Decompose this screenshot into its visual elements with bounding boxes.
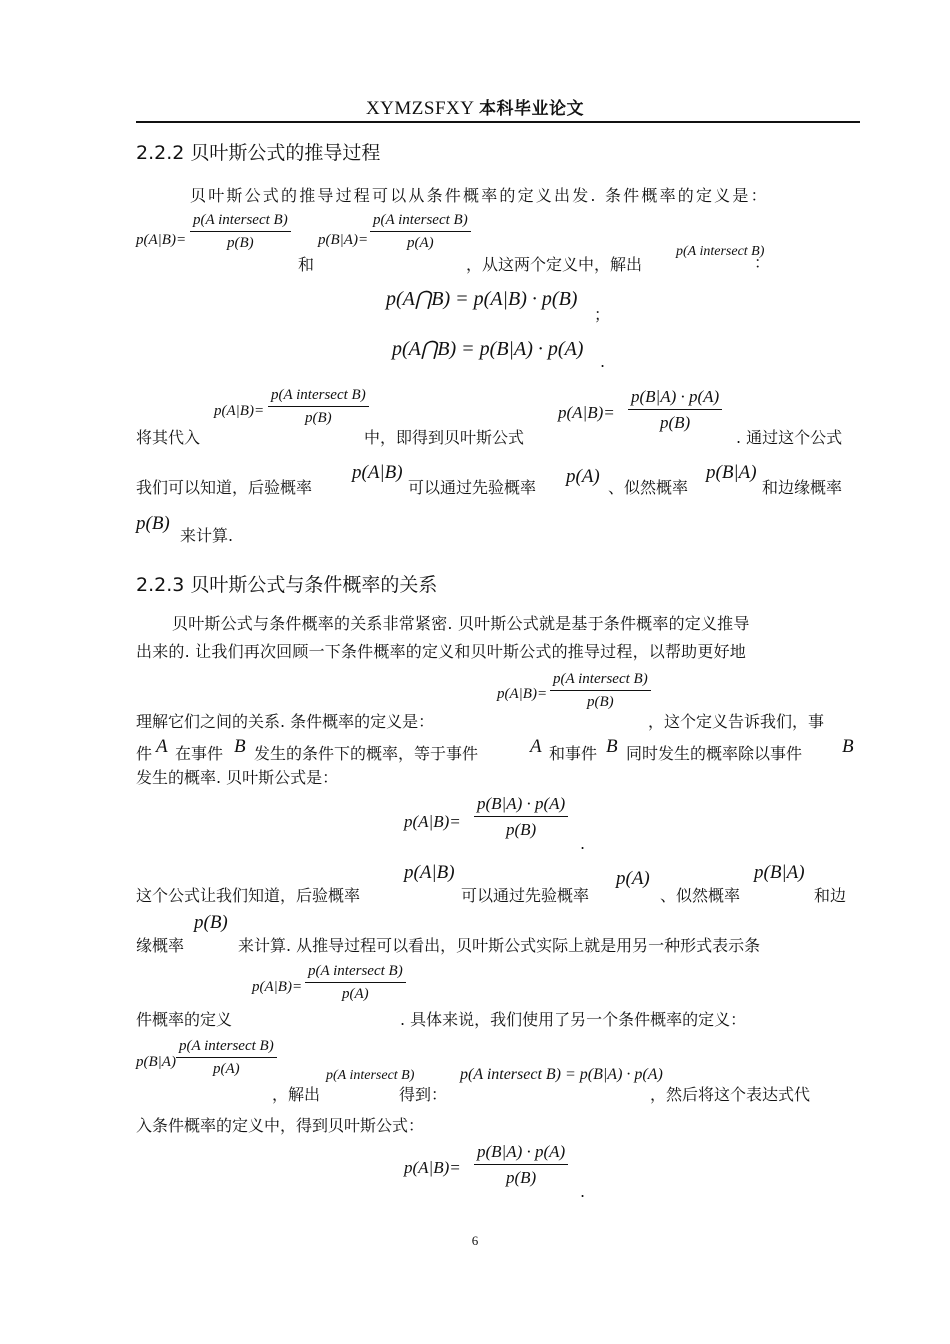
fraction-bar [176,1057,277,1058]
line7-a: 缘概率 [136,936,185,955]
line8-lhs: p(A|B)= [252,979,303,995]
cond-def-lhs: p(A|B)= [497,686,548,702]
prior-term-2: p(A) [616,868,650,889]
substitute-pre: 将其代入 [136,428,201,447]
def1-lhs: p(A|B)= [136,232,187,248]
event-b-2: B [606,736,618,757]
bayes-fraction [628,387,722,433]
def1-denominator: p(B) [227,235,254,251]
line9-b: 得到： [399,1085,448,1104]
line9-a: ，解出 [272,1085,321,1104]
equation-2-end: . [600,352,606,371]
line5: 发生的概率. 贝叶斯公式是： [136,768,339,787]
line3-end: 来计算. [180,526,234,545]
event-b: B [234,736,246,757]
section-title-223: 2.2.3 贝叶斯公式与条件概率的关系 [136,574,438,596]
line4-e: 同时发生的概率除以事件 [626,744,803,763]
def1-fraction [190,212,291,252]
substitute-numerator: p(A intersect B) [271,387,366,403]
bayes-display-numerator: p(B|A) · p(A) [477,794,566,813]
fraction-bar [370,231,471,232]
fraction-bar [550,690,651,691]
substitute-lhs: p(A|B)= [214,403,265,419]
prior-term: p(A) [566,466,600,487]
solve-text: ，从这两个定义中，解出 [466,255,643,274]
bayes-display-lhs: p(A|B)= [404,812,461,831]
def2-fraction [370,212,471,252]
line9-equation: p(A intersect B) = p(B|A) · p(A) [460,1066,663,1083]
fraction-bar [305,982,406,983]
line8-b: . 具体来说，我们使用了另一个条件概率的定义： [400,1010,747,1029]
line8-fraction [305,963,406,1003]
line10: 入条件概率的定义中，得到贝叶斯公式： [136,1116,425,1135]
line7-b: 来计算. 从推导过程可以看出，贝叶斯公式实际上就是用另一种形式表示条 [238,936,761,955]
line2-text-d: 和边缘概率 [762,478,843,497]
fraction-bar [190,231,291,232]
marginal-term-2: p(B) [194,912,228,933]
header-rule [136,121,860,123]
substitute-denominator: p(B) [305,410,332,426]
substitute-mid: 中，即得到贝叶斯公式 [364,428,525,447]
likelihood-term: p(B|A) [706,462,757,483]
line9-term: p(A intersect B) [326,1068,415,1083]
def2-numerator: p(A intersect B) [373,212,468,228]
section-title-222: 2.2.2 贝叶斯公式的推导过程 [136,142,381,164]
fraction-bar [268,406,369,407]
line9-c: ，然后将这个表达式代 [650,1085,811,1104]
cond-def-denominator: p(B) [587,694,614,710]
marginal-term: p(B) [136,513,170,534]
line4-d: 和事件 [549,744,598,763]
paragraph-223-line2: 出来的. 让我们再次回顾一下条件概率的定义和贝叶斯公式的推导过程，以帮助更好地 [136,642,746,661]
line4-a: 件 [136,744,153,763]
line8-a: 件概率的定义 [136,1010,233,1029]
line6-d: 和边 [814,886,847,905]
def2-lhs: p(B|A)= [318,232,369,248]
and-word: 和 [298,255,315,274]
def1-numerator: p(A intersect B) [193,212,288,228]
running-header [0,94,950,120]
bayes-final-lhs: p(A|B)= [404,1158,461,1177]
solve-term: p(A intersect B) [676,244,765,259]
fraction-bar [628,409,722,410]
fraction-bar [474,1164,568,1165]
header-latin: XYMZSFXY [365,98,474,119]
bayes-display-fraction [474,794,568,840]
solve-colon: ： [754,253,771,272]
equation-1-end: ； [594,305,611,324]
bayes-final-numerator: p(B|A) · p(A) [477,1142,566,1161]
cond-def-numerator: p(A intersect B) [553,671,648,687]
bayes-final-end: . [580,1182,586,1201]
bayes-lhs: p(A|B)= [558,403,615,422]
line2-text-b: 可以通过先验概率 [408,478,537,497]
equation-intersection-1: p(A⋂B) = p(A|B) · p(B) [386,288,578,310]
line2-text-a: 我们可以知道，后验概率 [136,478,313,497]
page-number: 6 [471,1233,479,1248]
header-chinese: 本科毕业论文 [479,99,585,119]
line6-a: 这个公式让我们知道，后验概率 [136,886,361,905]
paragraph-223-line1: 贝叶斯公式与条件概率的关系非常紧密. 贝叶斯公式就是基于条件概率的定义推导 [172,614,750,633]
equation-intersection-2: p(A⋂B) = p(B|A) · p(A) [392,338,584,360]
posterior-term: p(A|B) [352,462,403,483]
event-b-3: B [842,736,854,757]
line9-lhs: p(B|A) [136,1054,176,1070]
bayes-denominator: p(B) [660,413,691,432]
line2-text-c: 、似然概率 [608,478,689,497]
paragraph-223-line3b: ，这个定义告诉我们，事 [648,712,825,731]
fraction-bar [474,816,568,817]
bayes-display-denominator: p(B) [506,820,537,839]
line8-numerator: p(A intersect B) [308,963,403,979]
event-a: A [156,736,168,757]
line6-c: 、似然概率 [660,886,741,905]
bayes-numerator: p(B|A) · p(A) [631,387,720,406]
bayes-display-end: . [580,834,586,853]
line6-b: 可以通过先验概率 [461,886,590,905]
bayes-final-denominator: p(B) [506,1168,537,1187]
bayes-final-fraction [474,1142,568,1188]
paragraph-222-line1: 贝叶斯公式的推导过程可以从条件概率的定义出发. 条件概率的定义是： [190,186,769,205]
substitute-fraction [268,387,369,427]
line4-c: 发生的条件下的概率，等于事件 [254,744,479,763]
line4-b: 在事件 [175,744,224,763]
line9-denominator: p(A) [213,1061,240,1077]
cond-def-fraction [550,671,651,711]
paragraph-223-line3a: 理解它们之间的关系. 条件概率的定义是： [136,712,435,731]
line8-denominator: p(A) [342,986,369,1002]
line9-numerator: p(A intersect B) [179,1038,274,1054]
event-a-2: A [530,736,542,757]
def2-denominator: p(A) [407,235,434,251]
posterior-term-2: p(A|B) [404,862,455,883]
line9-fraction [176,1038,277,1078]
likelihood-term-2: p(B|A) [754,862,805,883]
substitute-post: . 通过这个公式 [736,428,843,447]
